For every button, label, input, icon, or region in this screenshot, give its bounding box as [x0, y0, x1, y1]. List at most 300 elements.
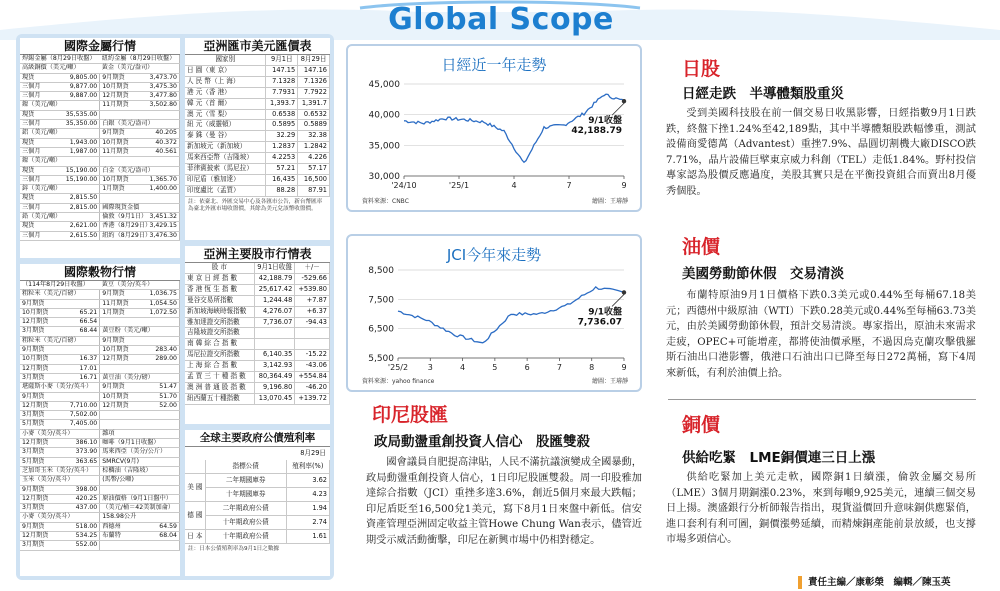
- metals-cell: 三個月: [20, 147, 60, 156]
- grains-cell: (馬幣/公噸): [100, 476, 140, 485]
- nikkei-chart-box: [346, 44, 642, 212]
- metals-cell: 3,475.30: [140, 82, 180, 91]
- metals-cell: [100, 110, 140, 119]
- grains-cell: 原油價格（9月1日盤中）: [100, 494, 140, 503]
- metals-cell: 10月期貨: [100, 175, 140, 184]
- metals-row: [20, 166, 180, 175]
- metals-row: [20, 222, 180, 231]
- bonds-yield-cell: 1.94: [286, 502, 329, 516]
- x-tick-label: 9: [621, 181, 627, 190]
- indonesia-headline: 政局動盪重創投資人信心 股匯雙殺: [374, 434, 590, 450]
- grains-row: [20, 522, 180, 531]
- x-tick-label: 9: [621, 363, 627, 372]
- metals-cell: [100, 194, 140, 203]
- grains-cell: 12月期貨: [100, 355, 140, 364]
- y-tick-label: 30,000: [368, 172, 400, 182]
- grains-cell: 11月期貨: [100, 299, 140, 308]
- grains-cell: [140, 513, 180, 522]
- bonds-country-cell: 德 國: [185, 502, 205, 530]
- metals-cell: 40.205: [140, 129, 180, 138]
- metals-cell: 12月期貨: [100, 92, 140, 101]
- metals-cell: [60, 129, 100, 138]
- metals-row: [20, 129, 180, 138]
- stocks-value-cell: -43.06: [295, 361, 330, 372]
- metals-row: [20, 55, 180, 64]
- fx-name-cell: 日 圓（東 京）: [185, 65, 266, 76]
- fx-row: [185, 164, 330, 175]
- bonds-name-cell: 十年期政府公債: [205, 530, 286, 544]
- grains-row: [20, 466, 180, 475]
- metals-cell: 3,429.15: [140, 222, 180, 231]
- grains-row: [20, 281, 180, 290]
- metals-title: 國際金屬行情: [20, 38, 180, 55]
- stocks-name-cell: 孟 買 三 十 種 指 數: [185, 372, 254, 383]
- stocks-header-close: 9月1日收盤: [254, 263, 294, 273]
- annotation-label: 9/1收盤: [588, 307, 622, 318]
- grains-cell: 5月期貨: [20, 457, 60, 466]
- section-divider: [668, 399, 976, 400]
- grains-cell: 小麥（美分/英斗）: [22, 429, 74, 437]
- grains-row: [20, 318, 180, 327]
- metals-cell: 40.561: [140, 147, 180, 156]
- stocks-value-cell: [254, 339, 294, 350]
- oil-headline: 美國勞動節休假 交易清淡: [682, 266, 844, 282]
- grains-cell: 289.00: [140, 355, 180, 364]
- stocks-value-cell: [295, 328, 330, 339]
- bonds-row: [185, 502, 330, 516]
- grains-title: 國際穀物行情: [20, 264, 180, 281]
- grains-cell: 68.04: [140, 532, 180, 541]
- metals-cell: 三個月: [20, 203, 60, 212]
- metals-cell: 鉛（美元/噸）: [22, 213, 62, 221]
- grains-cell: 12月期貨: [20, 532, 60, 541]
- metals-cell: 9月期貨: [100, 129, 140, 138]
- fx-row: [185, 76, 330, 87]
- metals-cell: 9,805.00: [60, 73, 100, 82]
- grains-row: [20, 355, 180, 364]
- fx-value-cell: 87.91: [298, 185, 330, 196]
- metals-row: [20, 120, 180, 129]
- fx-value-cell: 1,393.7: [266, 98, 298, 109]
- metals-cell: 鋅（美元/噸）: [22, 185, 62, 193]
- grains-row: [20, 336, 180, 345]
- grains-cell: 3月期貨: [20, 448, 60, 457]
- metals-cell: 白銀（美元/盎司）: [100, 120, 140, 129]
- metals-cell: 3,473.70: [140, 73, 180, 82]
- fx-row: [185, 153, 330, 164]
- bonds-title: 全球主要政府公債殖利率: [185, 430, 330, 447]
- metals-cell: 現貨: [20, 138, 60, 147]
- stocks-name-cell: 上 海 綜 合 指 數: [185, 361, 254, 372]
- metals-cell: 1,943.00: [60, 138, 100, 147]
- metals-cell: 2,815.00: [60, 203, 100, 212]
- metals-cell: 黃金（美元/盎司）: [100, 64, 180, 73]
- fx-name-cell: 印度盧比（孟買）: [185, 185, 266, 196]
- grains-cell: 518.00: [60, 522, 100, 531]
- metals-cell: 國際現貨金價: [100, 203, 140, 212]
- metals-cell: 1月期貨: [100, 185, 140, 194]
- grains-table: [20, 281, 180, 551]
- bonds-row: [185, 488, 330, 502]
- fx-value-cell: 32.38: [298, 131, 330, 142]
- grains-cell: [100, 318, 140, 327]
- stocks-row: [185, 317, 330, 328]
- nikkei-chart-svg: [348, 46, 640, 210]
- jci-chart-box: [346, 234, 642, 392]
- metals-cell: [60, 185, 100, 194]
- grains-cell: 12月期貨: [20, 364, 60, 373]
- grains-cell: 黃豆（美分/英斗）: [100, 281, 180, 290]
- stocks-value-cell: -15.22: [295, 350, 330, 361]
- jci-chart-title: JCI今年來走勢: [446, 246, 542, 264]
- fx-value-cell: 16,500: [298, 174, 330, 185]
- metals-cell: 高級銅價（美元/噸）: [20, 64, 100, 73]
- stocks-table-box: [185, 246, 330, 424]
- grains-cell: [140, 411, 180, 420]
- grains-cell: 51.70: [140, 392, 180, 401]
- metals-cell: 11月期貨: [100, 101, 140, 110]
- metals-row: [20, 185, 180, 194]
- grains-cell: 9月期貨: [20, 346, 60, 355]
- fx-value-cell: 7.7922: [298, 87, 330, 98]
- grains-row: [20, 485, 180, 494]
- oil-section-title: 油價: [682, 236, 721, 258]
- grains-cell: 黃豆油（美分/磅）: [100, 373, 140, 382]
- fx-value-cell: 4.226: [298, 153, 330, 164]
- fx-value-cell: 1,391.7: [298, 98, 330, 109]
- stocks-value-cell: 3,142.93: [254, 361, 294, 372]
- fx-value-cell: 57.17: [298, 164, 330, 175]
- grains-cell: 9月期貨: [20, 485, 60, 494]
- metals-row: [20, 138, 180, 147]
- stocks-row: [185, 393, 330, 404]
- grains-cell: 3月期貨: [20, 373, 60, 382]
- grains-cell: 16.37: [60, 355, 100, 364]
- grains-cell: [140, 457, 180, 466]
- grains-cell: （美元/桶＝42美制加侖）: [100, 504, 140, 513]
- grains-row: [20, 290, 180, 299]
- fx-value-cell: 7.7931: [266, 87, 298, 98]
- stocks-value-cell: -94.43: [295, 317, 330, 328]
- fx-name-cell: 菲律賓披索（馬尼拉）: [185, 164, 266, 175]
- bonds-row: [185, 530, 330, 544]
- grains-cell: 棕櫚油（吉隆坡）: [100, 466, 140, 475]
- grains-cell: 552.00: [60, 541, 100, 550]
- grains-cell: 12月期貨: [20, 439, 60, 448]
- indonesia-section-title: 印尼股匯: [372, 404, 449, 426]
- fx-header-d1: 9月1日: [266, 55, 298, 65]
- stocks-value-cell: 42,188.79: [254, 273, 294, 284]
- grains-cell: 68.44: [60, 327, 100, 336]
- grains-cell: 小麥（美分/英斗）: [22, 513, 74, 521]
- fx-row: [185, 142, 330, 153]
- fx-value-cell: 0.5889: [298, 120, 330, 131]
- stocks-name-cell: 新加坡海峽時報指數: [185, 306, 254, 317]
- grains-cell: 420.25: [60, 494, 100, 503]
- grains-row: [20, 383, 180, 392]
- fx-header-d2: 8月29日: [298, 55, 330, 65]
- metals-cell: 10月期貨: [100, 138, 140, 147]
- footer-bar: [798, 576, 802, 589]
- grains-cell: 9月期貨: [20, 299, 60, 308]
- metals-cell: 倫敦（9月1日）: [100, 213, 140, 222]
- fx-value-cell: 0.6538: [266, 109, 298, 120]
- metals-cell: 3,477.80: [140, 92, 180, 101]
- metals-cell: [60, 213, 100, 222]
- grains-cell: 9月期貨: [100, 383, 140, 392]
- grains-row: [20, 308, 180, 317]
- grains-cell: 386.10: [60, 439, 100, 448]
- copper-body: 供給吃緊加上美元走軟，國際銅1日續漲，倫敦金屬交易所（LME）3個月期銅漲0.23%，來到每噸9,925美元，連續三個交易日上揚。澳盛銀行分析師報告指出，現貨溢價回升意味銅供應緊俏，進口套利有利可圖，銅價漲勢延續，而精煉銅產能前景放緩，也支撐市場多頭信心。: [666, 472, 976, 546]
- stocks-row: [185, 339, 330, 350]
- y-tick-label: 40,000: [368, 110, 400, 121]
- grains-cell: 9月期貨: [100, 336, 140, 345]
- grains-cell: 1,036.75: [140, 290, 180, 299]
- stocks-value-cell: 25,617.42: [254, 284, 294, 295]
- metals-cell: 9,877.00: [60, 82, 100, 91]
- grains-cell: 3月期貨: [20, 327, 60, 336]
- bonds-country-cell: 日 本: [185, 530, 205, 544]
- grains-cell: 5月期貨: [20, 420, 60, 429]
- stocks-value-cell: 4,276.07: [254, 306, 294, 317]
- grains-row: [20, 327, 180, 336]
- grains-cell: [140, 420, 180, 429]
- grains-cell: 52.00: [140, 401, 180, 410]
- fx-name-cell: 新加坡元（新加坡）: [185, 142, 266, 153]
- grains-cell: 10月期貨: [20, 355, 60, 364]
- stocks-value-cell: +6.37: [295, 306, 330, 317]
- grains-cell: 64.59: [140, 522, 180, 531]
- grains-cell: SMRCV(9月): [100, 457, 140, 466]
- stocks-header-change: ＋/－: [295, 263, 330, 273]
- fx-name-cell: 泰 銖（曼 谷）: [185, 131, 266, 142]
- metals-row: [20, 101, 180, 110]
- metals-cell: 現貨: [20, 166, 60, 175]
- grains-cell: 10月期貨: [100, 392, 140, 401]
- x-tick-label: 8: [589, 363, 595, 372]
- metals-cell: 焊錫金屬（8月29日收盤）: [20, 55, 100, 64]
- metals-cell: 9月期貨: [100, 73, 140, 82]
- stocks-name-cell: 曼谷交易所指數: [185, 295, 254, 306]
- y-tick-label: 35,000: [368, 141, 400, 152]
- grains-cell: [140, 364, 180, 373]
- metals-cell: 3,476.30: [140, 231, 180, 240]
- fx-row: [185, 65, 330, 76]
- stocks-row: [185, 306, 330, 317]
- grains-cell: [100, 364, 140, 373]
- jci-chart-source: 資料來源：yahoo finance: [362, 378, 435, 385]
- y-tick-label: 5,500: [368, 354, 394, 364]
- metals-cell: [140, 203, 180, 212]
- grains-cell: 363.65: [60, 457, 100, 466]
- metals-cell: 2,621.00: [60, 222, 100, 231]
- stocks-value-cell: -46.20: [295, 382, 330, 393]
- grains-row: [20, 494, 180, 503]
- fx-value-cell: 0.6532: [298, 109, 330, 120]
- metals-cell: 2,615.50: [60, 231, 100, 240]
- grains-cell: 283.40: [140, 346, 180, 355]
- grains-cell: 玉米（美分/英斗）: [22, 476, 74, 484]
- grains-row: [20, 448, 180, 457]
- grains-cell: 7,405.00: [60, 420, 100, 429]
- grains-cell: [140, 336, 180, 345]
- metals-cell: 三個月: [20, 82, 60, 91]
- fx-name-cell: 澳 元（雪 梨）: [185, 109, 266, 120]
- metals-cell: 現貨: [20, 73, 60, 82]
- grains-cell: 馬來西亞（美分/公斤）: [100, 448, 140, 457]
- grains-cell: 9月期貨: [20, 522, 60, 531]
- fx-value-cell: 147.16: [298, 65, 330, 76]
- metals-row: [20, 82, 180, 91]
- stocks-value-cell: 13,070.45: [254, 393, 294, 404]
- bonds-table-box: [185, 430, 330, 576]
- fx-value-cell: 0.5895: [266, 120, 298, 131]
- metals-row: [20, 157, 180, 166]
- grains-cell: 布蘭特: [100, 532, 140, 541]
- grains-row: [20, 346, 180, 355]
- metals-cell: 3,451.32: [140, 213, 180, 222]
- fx-value-cell: 7.1328: [266, 76, 298, 87]
- fx-value-cell: 16,435: [266, 174, 298, 185]
- metals-cell: 三個月: [20, 231, 60, 240]
- metals-cell: 1,365.70: [140, 175, 180, 184]
- stocks-name-cell: 吉隆坡證交所指數: [185, 328, 254, 339]
- japan-section-title: 日股: [682, 58, 721, 80]
- grains-cell: 158.98公升: [100, 513, 140, 522]
- fx-value-cell: 1.2842: [298, 142, 330, 153]
- stocks-row: [185, 382, 330, 393]
- grains-cell: 1,054.50: [140, 299, 180, 308]
- y-tick-label: 45,000: [368, 80, 400, 90]
- stocks-table: [185, 263, 330, 405]
- grains-cell: 51.47: [140, 383, 180, 392]
- metals-cell: 現貨: [20, 194, 60, 203]
- fx-header-country: 國家別: [185, 55, 266, 65]
- metals-cell: [140, 194, 180, 203]
- metals-cell: 紐約（8月29日）: [100, 231, 140, 240]
- grains-cell: 9月期貨: [20, 392, 60, 401]
- stocks-name-cell: 東 京 日 經 指 數: [185, 273, 254, 284]
- nikkei-chart-source: 資料來源：CNBC: [362, 198, 409, 205]
- x-tick-label: 6: [524, 363, 530, 372]
- last-close-marker: [622, 290, 626, 294]
- fx-name-cell: 馬來西亞幣（吉隆坡）: [185, 153, 266, 164]
- fx-name-cell: 人 民 幣（上 海）: [185, 76, 266, 87]
- grains-cell: [140, 476, 180, 485]
- fx-value-cell: 7.1326: [298, 76, 330, 87]
- metals-cell: 三個月: [20, 92, 60, 101]
- grains-cell: [140, 318, 180, 327]
- fx-value-cell: 147.15: [266, 65, 298, 76]
- grains-cell: [60, 299, 100, 308]
- stocks-row: [185, 284, 330, 295]
- x-tick-label: 4: [460, 363, 466, 372]
- grains-cell: 437.00: [60, 504, 100, 513]
- metals-cell: 三個月: [20, 120, 60, 129]
- x-tick-label: '25/2: [387, 363, 409, 372]
- metals-row: [20, 175, 180, 184]
- bonds-note: 註：日本公債殖利率為9月1日之數據: [188, 546, 280, 552]
- x-tick-label: 4: [511, 181, 517, 190]
- metals-cell: 白金（美元/盎司）: [100, 166, 140, 175]
- stocks-name-cell: 香 港 恆 生 指 數: [185, 284, 254, 295]
- indonesia-body: 國會議員自肥提高津貼，人民不滿抗議演變成全國暴動，政局動盪重創投資人信心，1日印尼股匯雙殺。周一印股雅加達綜合指數（JCI）重挫多達3.6%，創近5個月來最大跌幅；印尼盾貶至16,500兌1美元，寫下8月1日來盤中新低。信安資產管理亞洲固定收益主管Howe Chung Wan表示，儘管近期受示威活動衝擊，印尼在新興市場中仍相對穩定。: [366, 457, 642, 546]
- stocks-value-cell: +139.72: [295, 393, 330, 404]
- grains-cell: （114年8月29日收盤）: [20, 281, 100, 290]
- x-tick-label: 7: [566, 181, 572, 190]
- nikkei-chart-title: 日經近一年走勢: [441, 56, 547, 74]
- stocks-value-cell: 9,196.80: [254, 382, 294, 393]
- grains-row: [20, 476, 180, 485]
- metals-cell: 香港（8月29日）: [100, 222, 140, 231]
- annotation-value: 42,188.79: [571, 126, 622, 137]
- stocks-value-cell: -529.66: [295, 273, 330, 284]
- fx-row: [185, 174, 330, 185]
- x-tick-label: '24/10: [391, 181, 417, 190]
- grains-row: [20, 504, 180, 513]
- grains-cell: 黃豆粉（美元/噸）: [100, 327, 140, 336]
- grains-cell: [60, 392, 100, 401]
- metals-cell: 15,190.00: [60, 166, 100, 175]
- metals-row: [20, 213, 180, 222]
- metals-cell: 35,535.00: [60, 110, 100, 119]
- stocks-value-cell: +7.87: [295, 295, 330, 306]
- stocks-value-cell: 1,244.48: [254, 295, 294, 306]
- bonds-name-cell: 二年期政府公債: [205, 502, 286, 516]
- fx-table-box: [185, 38, 330, 240]
- grains-cell: 398.00: [60, 485, 100, 494]
- annotation-value: 7,736.07: [577, 317, 622, 328]
- grains-cell: 1,072.50: [140, 308, 180, 317]
- footer-credit: 責任主編／康彰榮 編輯／陳玉英: [808, 577, 951, 588]
- fx-title: 亞洲匯市美元匯價表: [185, 38, 330, 55]
- grains-cell: [100, 420, 140, 429]
- y-tick-label: 7,500: [368, 295, 394, 306]
- grains-cell: 堪薩斯小麥（美分/英斗）: [22, 383, 93, 391]
- grains-cell: [100, 485, 140, 494]
- grains-row: [20, 364, 180, 373]
- oil-body: 布蘭特原油9月1日價格下跌0.3美元或0.44%至每桶67.18美元；西德州中級原油（WTI）下跌0.28美元或0.44%至每桶63.73美元，由於美國勞動節休假，預計交易清淡。專家指出，原油未來需求走疲，OPEC+可能增產，都將使油價承壓，不過因烏克蘭攻擊俄羅斯石油出口港影響，俄港口石油出口已降至每日272萬桶，寫下4周來新低，有利於油價上拾。: [666, 290, 976, 379]
- fx-row: [185, 98, 330, 109]
- grains-row: [20, 411, 180, 420]
- bonds-table: [185, 460, 330, 544]
- grains-cell: 10月期貨: [100, 346, 140, 355]
- stocks-value-cell: 6,140.35: [254, 350, 294, 361]
- stocks-value-cell: [254, 328, 294, 339]
- metals-cell: 鋁（美元/噸）: [22, 129, 62, 137]
- grains-cell: 3月期貨: [20, 411, 60, 420]
- fx-value-cell: 4.2253: [266, 153, 298, 164]
- bonds-header-name: 指標公債: [205, 460, 286, 474]
- bonds-name-cell: 二年期國庫券: [205, 474, 286, 488]
- stocks-value-cell: +554.84: [295, 372, 330, 383]
- metals-cell: 三個月: [20, 175, 60, 184]
- bonds-yield-cell: 3.62: [286, 474, 329, 488]
- stocks-row: [185, 273, 330, 284]
- annotation-leader: [612, 103, 624, 115]
- grains-row: [20, 457, 180, 466]
- y-tick-label: 6,500: [368, 324, 394, 335]
- stocks-row: [185, 372, 330, 383]
- grains-cell: 66.54: [60, 318, 100, 327]
- stocks-row: [185, 328, 330, 339]
- stocks-title: 亞洲主要股市行情表: [185, 246, 330, 263]
- stocks-value-cell: [295, 339, 330, 350]
- grains-cell: 17.01: [60, 364, 100, 373]
- grains-row: [20, 541, 180, 550]
- grains-row: [20, 299, 180, 308]
- stocks-value-cell: 80,364.49: [254, 372, 294, 383]
